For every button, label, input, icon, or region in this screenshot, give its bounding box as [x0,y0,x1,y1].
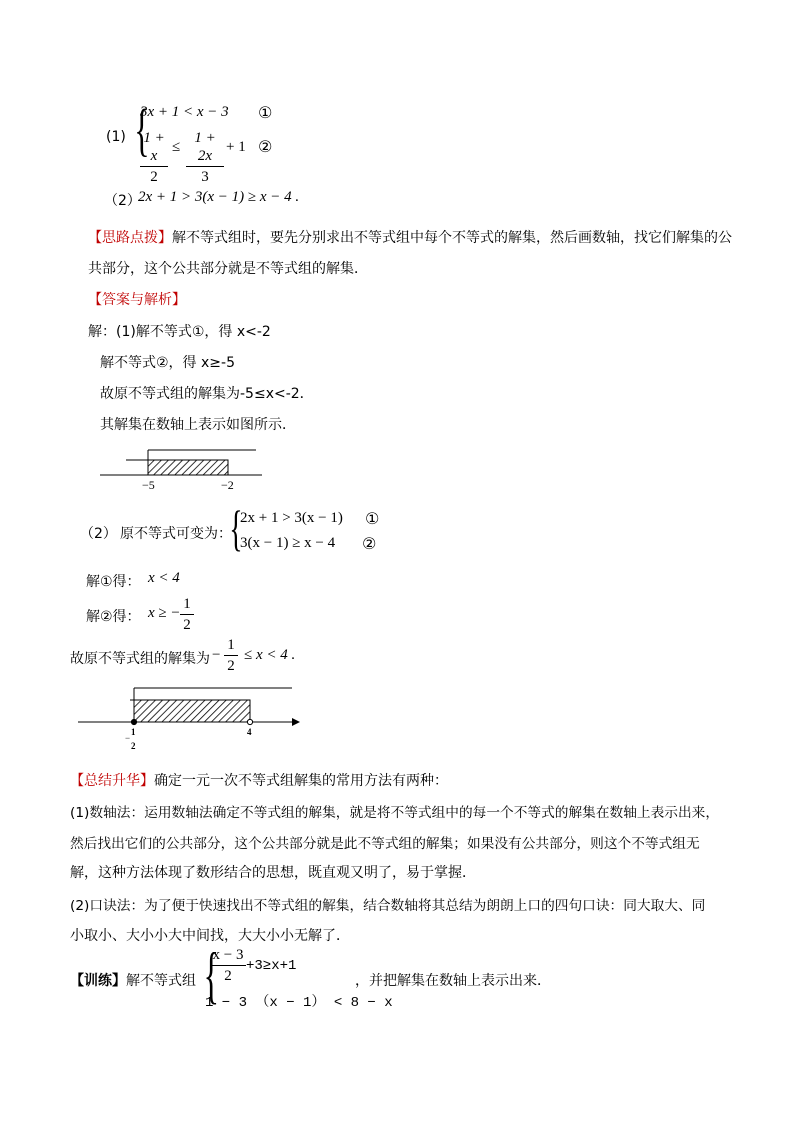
problem2-label: （2） [104,193,141,209]
answer-line-3: 故原不等式组的解集为-5≤x<-2． [100,386,314,402]
answer-line-2: 解不等式②，得 x≥-5 [100,355,235,371]
fraction-right: 1 + 2x 3 [186,129,224,186]
solution-1: x < 4 [148,570,180,586]
summary-m2-line-2: 小取小、大小小大中间找，大大小小无解了． [70,928,350,944]
part2-mark-2: ② [362,534,377,553]
practice-ineq-2: 1 − 3 （x − 1） < 8 − x [205,995,393,1011]
leq-sign: ≤ [172,139,181,155]
part2-label: （2） [80,526,117,542]
solution-1-prefix: 解①得： [86,574,141,590]
summary-line-0 [70,770,448,790]
practice-title: 【训练】 [70,973,126,989]
summary-title: 【总结升华】 [70,773,154,789]
part2-ineq-2: 3(x − 1) ≥ x − 4 [240,535,336,551]
closed-endpoint [131,719,136,724]
solution-2-prefix: 解②得： [86,609,141,625]
practice-text: 解不等式组 [126,973,196,989]
practice-ineq-1-rest: +3≥x+1 [246,958,297,974]
part2-mark-1: ① [365,509,380,528]
left-brace: { [134,97,150,162]
summary-m1-line-2: 然后找出它们的公共部分，这个公共部分就是此不等式组的解集；如果没有公共部分，则这个不等式组无 [70,836,700,852]
mark-2: ② [258,137,273,156]
solution-region [148,460,228,475]
practice-brace: { [203,939,220,1010]
axis2-right-label: 4 [247,727,252,737]
practice-line [70,970,196,990]
axis2-left-sign: − [125,733,131,743]
mark-1: ① [258,103,273,122]
final-prefix: 故原不等式组的解集为 [70,651,210,667]
number-line-2 [74,682,300,738]
hint-line-1 [88,227,732,247]
axis2-left-num: 1 [131,727,136,737]
summary-m1-line-3: 解，这种方法体现了数形结合的思想，既直观又明了，易于掌握． [70,865,476,881]
axis2-left-den: 2 [131,741,136,751]
fraction-left: 1 + x 2 [140,129,168,186]
summary-m2-line-1: (2)口诀法：为了便于快速找出不等式组的解集，结合数轴将其总结为朗朗上口的四句口诀：同大取大、同 [70,898,706,914]
answer-title: 【答案与解析】 [88,292,186,308]
hint-title: 【思路点拨】 [88,230,172,246]
open-endpoint [247,719,252,724]
hint-text-1: 解不等式组时，要先分别求出不等式组中每个不等式的解集，然后画数轴，找它们解集的公 [172,230,732,246]
number-line-1 [96,440,266,490]
problem2-expression: 2x + 1 > 3(x − 1) ≥ x − 4 . [138,189,300,205]
axis1-label-right: −2 [221,478,234,492]
axis-arrow [292,718,300,726]
solution-2-fraction: 1 2 [180,595,194,634]
summary-intro: 确定一元一次不等式组解集的常用方法有两种： [154,773,448,789]
axis1-label-left: −5 [142,478,155,492]
answer-line-1: 解：(1)解不等式①，得 x<-2 [88,324,271,340]
final-rest: ≤ x < 4 . [244,647,296,663]
solution-region [134,700,250,722]
problem1-label: (1) [106,129,126,145]
hint-text-2: 共部分，这个公共部分就是不等式组的解集． [88,261,368,277]
inequality-1: 3x + 1 < x − 3 [140,104,229,120]
final-fraction: 1 2 [224,636,238,675]
part2-brace: { [229,500,243,556]
practice-fraction: x − 3 2 [210,946,246,985]
solution-2-lhs: x ≥ − [148,605,181,621]
part2-text: 原不等式可变为： [120,526,232,542]
summary-m1-line-1: (1)数轴法：运用数轴法确定不等式组的解集，就是将不等式组中的每一个不等式的解集在数轴上表示出来， [70,805,720,821]
answer-line-4: 其解集在数轴上表示如图所示． [100,417,296,433]
final-minus: − [212,647,221,663]
part2-ineq-1: 2x + 1 > 3(x − 1) [240,510,343,526]
practice-tail: ，并把解集在数轴上表示出来． [355,973,551,989]
plus-one: + 1 [226,139,246,155]
